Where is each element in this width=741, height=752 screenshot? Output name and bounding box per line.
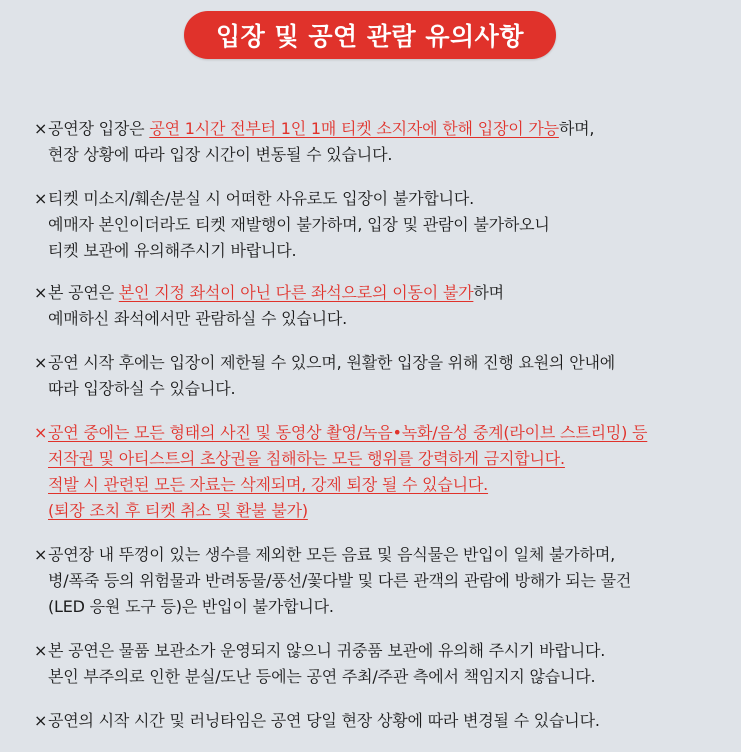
list-item	[36, 638, 726, 690]
item-text: 예매하신 좌석에서만 관람하실 수 있습니다.	[48, 309, 348, 328]
bullet-mark: ×	[34, 545, 48, 564]
item-highlight: 적발 시 관련된 모든 자료는 삭제되며, 강제 퇴장 될 수 있습니다.	[48, 475, 489, 494]
item-text: 따라 입장하실 수 있습니다.	[48, 379, 236, 398]
bullet-mark: ×	[34, 119, 48, 138]
item-text: 공연의 시작 시간 및 러닝타임은 공연 당일 현장 상황에 따라 변경될 수 있습니다.	[48, 711, 600, 730]
item-text: 예매자 본인이더라도 티켓 재발행이 불가하며, 입장 및 관람이 불가하오니	[48, 215, 550, 234]
list-item	[36, 280, 726, 332]
list-item	[36, 350, 726, 402]
item-text: 하며,	[558, 119, 595, 138]
notice-list	[36, 116, 726, 752]
item-highlight: 저작권 및 아티스트의 초상권을 침해하는 모든 행위를 강력하게 금지합니다.	[48, 449, 565, 468]
item-text: 공연장 내 뚜껑이 있는 생수를 제외한 모든 음료 및 음식물은 반입이 일체 불가하며,	[48, 545, 615, 564]
item-text: 하며	[473, 283, 504, 302]
bullet-mark: ×	[34, 423, 48, 442]
item-highlight: 공연 1시간 전부터 1인 1매 티켓 소지자에 한해 입장이 가능	[149, 119, 559, 138]
bullet-mark: ×	[34, 353, 48, 372]
list-item-warning	[36, 420, 726, 524]
item-text: 티켓 미소지/훼손/분실 시 어떠한 사유로도 입장이 불가합니다.	[48, 189, 474, 208]
item-highlight: (퇴장 조치 후 티켓 취소 및 환불 불가)	[48, 501, 308, 520]
bullet-mark: ×	[34, 189, 48, 208]
list-item	[36, 542, 726, 620]
bullet-mark: ×	[34, 711, 48, 730]
item-highlight: 본인 지정 좌석이 아닌 다른 좌석으로의 이동이 불가	[118, 283, 474, 302]
bullet-mark: ×	[34, 641, 48, 660]
page-title: 입장 및 공연 관람 유의사항	[184, 11, 556, 59]
item-text: 공연장 입장은	[48, 119, 150, 138]
bullet-mark: ×	[34, 283, 48, 302]
list-item	[36, 708, 726, 734]
item-text: 본인 부주의로 인한 분실/도난 등에는 공연 주최/주관 측에서 책임지지 않습니다.	[48, 667, 596, 686]
item-text: 티켓 보관에 유의해주시기 바랍니다.	[48, 241, 297, 260]
item-text: 본 공연은 물품 보관소가 운영되지 않으니 귀중품 보관에 유의해 주시기 바랍니다.	[48, 641, 606, 660]
list-item	[36, 116, 726, 168]
item-text: (LED 응원 도구 등)은 반입이 불가합니다.	[48, 597, 334, 616]
item-text: 공연 시작 후에는 입장이 제한될 수 있으며, 원활한 입장을 위해 진행 요원의 안내에	[48, 353, 615, 372]
item-text: 본 공연은	[48, 283, 119, 302]
item-text: 병/폭죽 등의 위험물과 반려동물/풍선/꽃다발 및 다른 관객의 관람에 방해가 되는 물건	[48, 571, 632, 590]
list-item	[36, 186, 726, 264]
item-highlight: 공연 중에는 모든 형태의 사진 및 동영상 촬영/녹음•녹화/음성 중계(라이브 스트리밍) 등	[48, 423, 648, 442]
item-text: 현장 상황에 따라 입장 시간이 변동될 수 있습니다.	[48, 145, 393, 164]
